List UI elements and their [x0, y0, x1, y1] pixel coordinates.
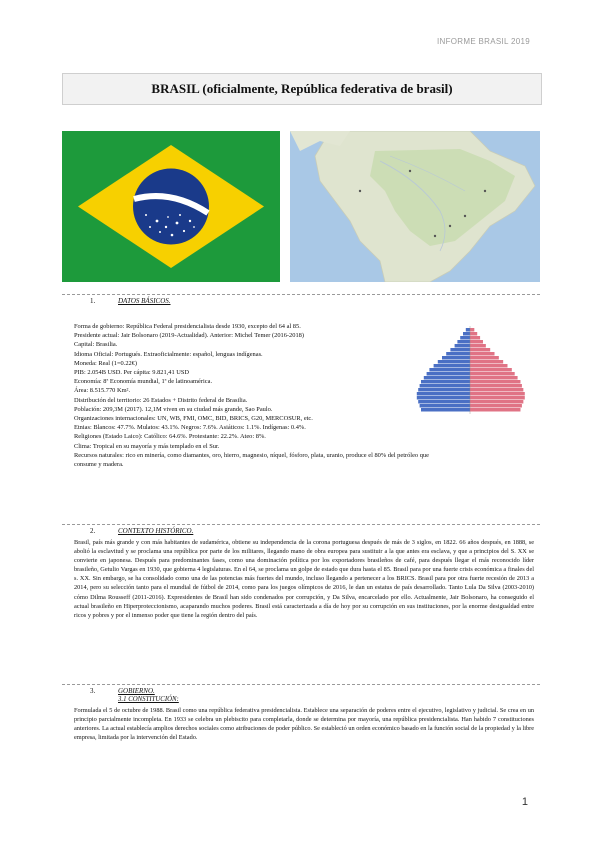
pyramid-female-bar: [470, 408, 520, 412]
data-line: Distribución del territorio: 26 Estados + Distrito federal de Brasilia.: [74, 396, 248, 404]
document-title: BRASIL (oficialmente, República federativa de brasil): [151, 81, 453, 96]
pyramid-female-bar: [470, 404, 522, 408]
history-text: Brasil, país más grande y con más habitantes de sudamérica, obtiene su independencia de la corona portuguesa después de más de 3 siglos, en 1822. 66 años después, en 1888, se abolió la esclavitud y se proclama una república por parte de los militares, llegando mano de obra europea para sustituir a la que antes era esclava, y que a principios del S. XX se convierte en japonesa. Después para predominantes fases, como una dominación política por los exportadores brasileños de café, para después llegar el más reconocido líder brasileño, Getulio Vargas en 1930, que gobierna 4 legislaturas. En el 64, se proclama un golpe de estado que dura hasta el 85. Brasil para por una fuerte crisis económica a finales del s. XX. Sin embargo, se ha consolidado como una de las potencias más fuertes del mundo, incluso llegando a pertenecer a los BRICS. Brasil para por otra fuerte recesión de 2013 a 2014, pero su selección tanto para el mundial de fútbol de 2014, como para los juegos olímpicos de 2016, le dan un estatus de país desarrollado. Tanto Lula Da Silva (2003-2010) cómo Dilma Rousseff (2011-2016). Expresidentes de Brasil han sido condenados por corrupción, y Da Silva, encarcelado por ello. Actualmente, Jair Bolsonaro, ha conseguido el actual brasileño en Hiperproteccionismo, acaparando muchos poderes. Brasil está caracterizada a día de hoy por su corrupción en sus instituciones, por la enorme desigualdad entre ricos y pobres y por el inmenso poder que tiene la región dentro del país.: [74, 539, 534, 619]
constitution-paragraph: [74, 706, 534, 742]
pyramid-female-bar: [470, 364, 507, 368]
pyramid-male-bar: [460, 336, 470, 340]
pyramid-male-bar: [442, 356, 470, 360]
brazil-flag-image: [62, 131, 280, 282]
pyramid-female-bar: [470, 328, 474, 332]
pyramid-female-bar: [470, 384, 522, 388]
pyramid-female-bar: [470, 352, 495, 356]
pyramid-female-bar: [470, 380, 520, 384]
section-separator: [62, 294, 540, 295]
pyramid-male-bar: [424, 376, 470, 380]
pyramid-female-bar: [470, 392, 525, 396]
data-line: Población: 209,3M (2017). 12,1M viven en su ciudad más grande, Sao Paulo.: [74, 405, 273, 413]
section-1-number: 1.: [90, 297, 96, 305]
data-line: Capital: Brasilia.: [74, 341, 118, 349]
pyramid-male-bar: [420, 404, 470, 408]
pyramid-male-bar: [420, 384, 470, 388]
pyramid-female-bar: [470, 356, 499, 360]
pyramid-male-bar: [427, 372, 470, 376]
pyramid-female-bar: [470, 332, 477, 336]
section-separator: [62, 684, 540, 685]
document-header: INFORME BRASIL 2019: [437, 37, 530, 46]
pyramid-female-bar: [470, 336, 480, 340]
pyramid-male-bar: [417, 396, 470, 400]
pyramid-female-bar: [470, 344, 486, 348]
pyramid-female-bar: [470, 396, 525, 400]
section-2-title: CONTEXTO HISTÓRICO.: [118, 527, 194, 535]
data-line: Área: 8.515.770 Km².: [74, 387, 131, 395]
section-2-number: 2.: [90, 527, 96, 535]
pyramid-female-bar: [470, 372, 515, 376]
section-3-1-heading: 3.1 CONSTITUCIÓN:: [118, 696, 179, 703]
pyramid-male-bar: [429, 368, 470, 372]
section-3-title: GOBIERNO.: [118, 687, 155, 695]
data-line: Recursos naturales: rico en minería, como diamantes, oro, hierro, magnesio, níquel, fósforo, plata, uranio, produce el 80% del petróleo que: [74, 451, 429, 459]
pyramid-male-bar: [463, 332, 470, 336]
history-paragraph: [74, 538, 534, 620]
pyramid-male-bar: [421, 408, 470, 412]
pyramid-female-bar: [470, 368, 512, 372]
section-3-number: 3.: [90, 687, 96, 695]
data-line: Forma de gobierno: República Federal presidencialista desde 1930, excepto del 64 al 85.: [74, 323, 301, 330]
pyramid-male-bar: [434, 364, 470, 368]
section-1-title: DATOS BÁSICOS.: [118, 297, 171, 305]
pyramid-male-bar: [418, 400, 470, 404]
pyramid-male-bar: [466, 328, 470, 332]
pyramid-male-bar: [438, 360, 470, 364]
data-line: Etnias: Blancos: 47.7%. Mulatos: 43.1%. Negros: 7.6%. Asiáticos: 1.1%. Indígenas: 0.4%.: [74, 424, 306, 432]
pyramid-female-bar: [470, 360, 503, 364]
pyramid-female-bar: [470, 400, 523, 404]
pyramid-female-bar: [470, 348, 490, 352]
pyramid-male-bar: [421, 380, 470, 384]
data-line: Organizaciones internacionales: UN, WB, FMI, OMC, BID, BRICS, G20, MERCOSUR, etc.: [74, 415, 313, 423]
title-box: [62, 73, 542, 105]
pyramid-male-bar: [417, 392, 470, 396]
section-2-heading: [90, 527, 193, 535]
data-line: consume y madera.: [74, 461, 124, 469]
pyramid-female-bar: [470, 388, 523, 392]
south-america-map-image: [290, 131, 540, 282]
pyramid-female-bar: [470, 340, 483, 344]
pyramid-male-bar: [450, 348, 470, 352]
data-line: Clima: Tropical en su mayoría y más templado en el Sur.: [74, 442, 220, 450]
pyramid-male-bar: [446, 352, 470, 356]
constitution-text: Formulada el 5 de octubre de 1988. Brasil como una república federativa presidencialista. Establece una separación de poderes entre el ejecutivo, legislativo y judicial. Se crea en un principio parcialmente incompleta. En 1933 se celebra un plebiscito para completarla, donde se determina por mayoría, una república presidencialista. Han habido 7 constituciones anteriores. La actual establecía amplios derechos sociales como atribuciones de poder público. Se estableció un orden económico basado en la función social de la propiedad y la libre empresa, limitada por la intervención del Estado.: [74, 707, 534, 742]
data-line: Idioma Oficial: Portugués. Extraoficialmente: español, lenguas indígenas.: [74, 350, 263, 358]
population-pyramid-image: [406, 322, 534, 420]
section-3-heading: [90, 687, 155, 695]
pyramid-male-bar: [418, 388, 470, 392]
data-line: PIB: 2.054B USD. Per cápita: 9.821,41 USD: [74, 369, 190, 377]
section-separator: [62, 524, 540, 525]
data-line: Moneda: Real (1=0.22€): [74, 359, 138, 367]
section-1-heading: [90, 297, 171, 305]
pyramid-female-bar: [470, 376, 518, 380]
pyramid-male-bar: [457, 340, 470, 344]
data-line: Religiones (Estado Laico): Católico: 64.6%. Protestante: 22.2%. Ateo: 8%.: [74, 433, 266, 441]
data-line: Presidente actual: Jair Bolsonaro (2019-Actualidad). Anterior: Michel Temer (2016-2018): [74, 332, 304, 340]
data-line: Economía: 8ª Economía mundial, 1ª de latinoamérica.: [74, 378, 213, 386]
pyramid-male-bar: [455, 344, 470, 348]
page-number: 1: [521, 796, 528, 808]
